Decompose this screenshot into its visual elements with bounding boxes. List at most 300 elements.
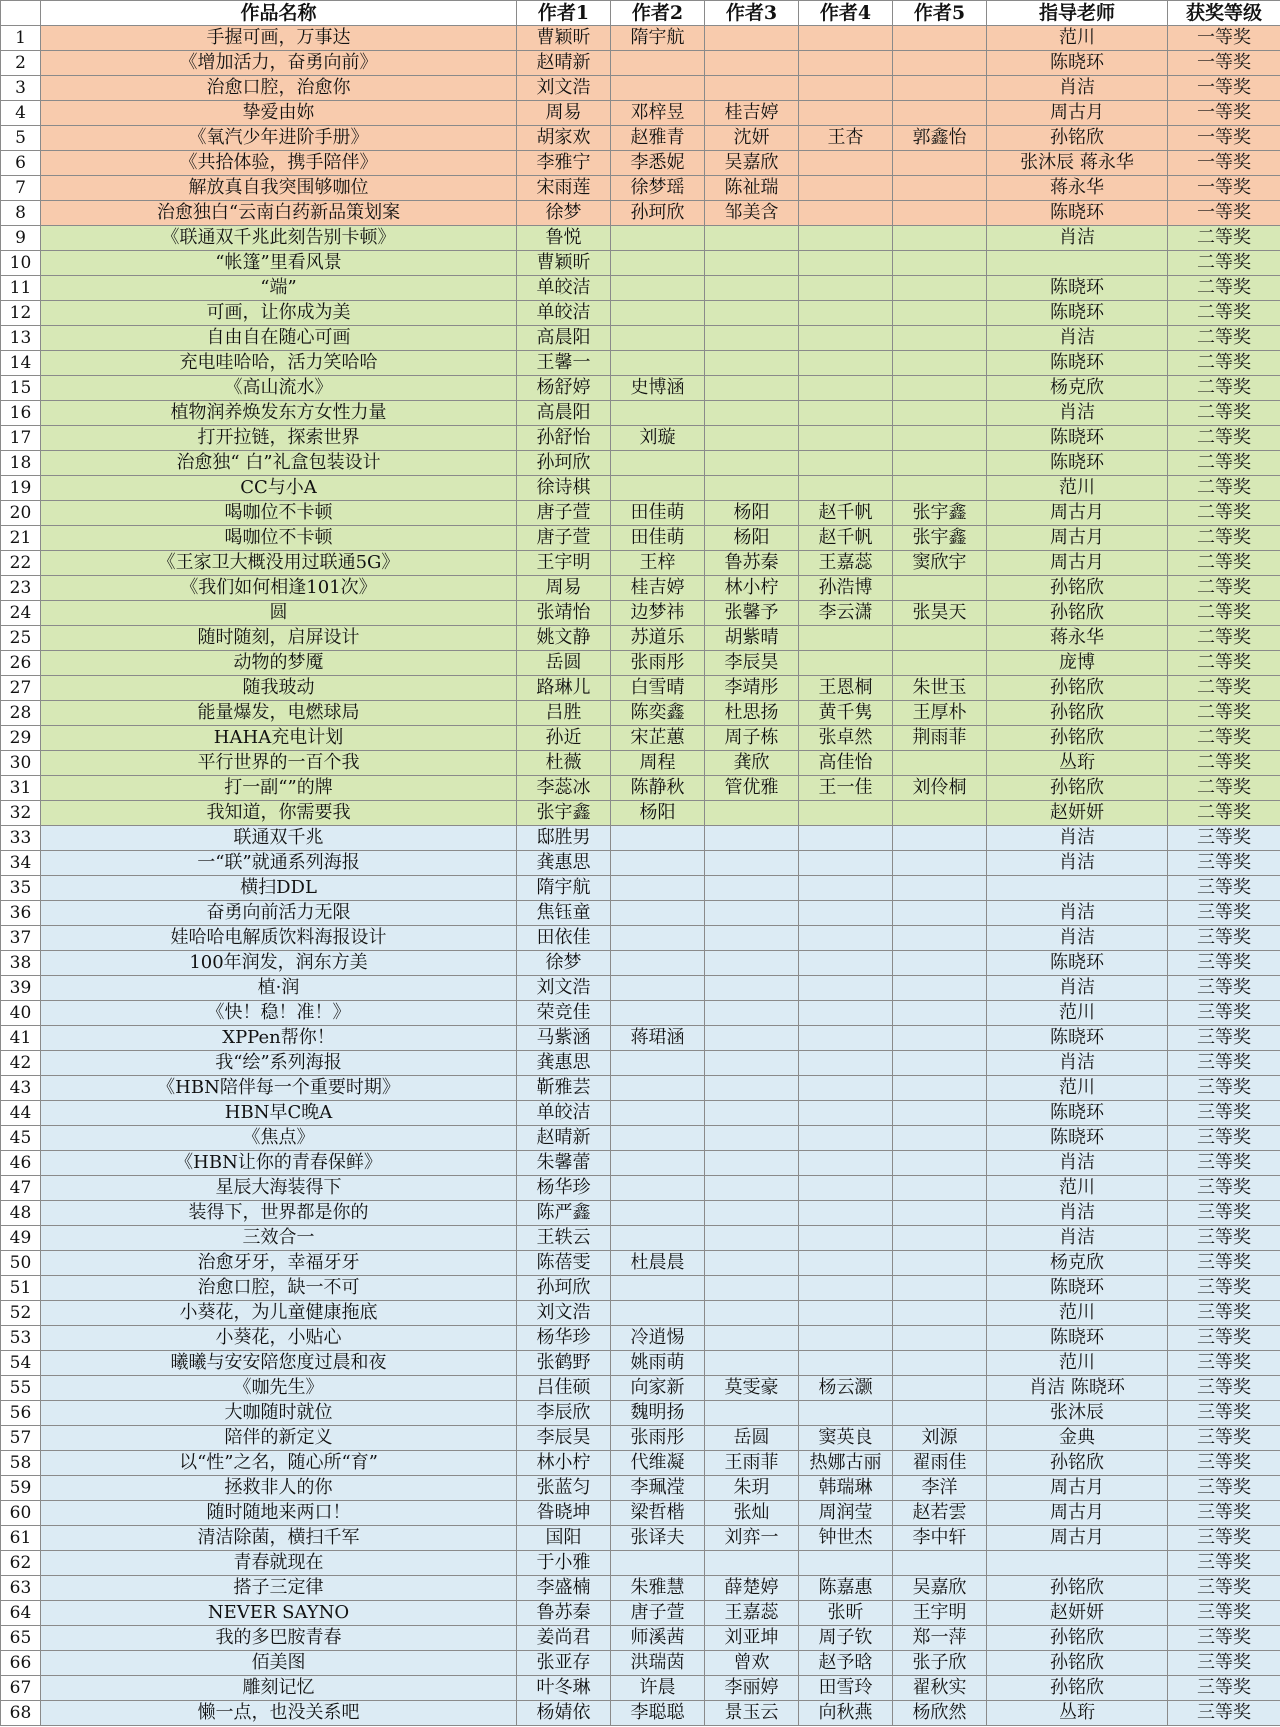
award-cell[interactable]: 三等奖 <box>1168 1151 1280 1176</box>
author4-cell[interactable]: 赵予晗 <box>799 1651 893 1676</box>
author4-cell[interactable] <box>799 1026 893 1051</box>
author1-cell[interactable]: 于小雅 <box>517 1551 611 1576</box>
author4-cell[interactable] <box>799 1351 893 1376</box>
teacher-cell[interactable]: 周古月 <box>987 1526 1168 1551</box>
award-cell[interactable]: 三等奖 <box>1168 1526 1280 1551</box>
author1-cell[interactable]: 王轶云 <box>517 1226 611 1251</box>
author4-cell[interactable] <box>799 1126 893 1151</box>
author5-cell[interactable] <box>893 76 987 101</box>
author3-cell[interactable] <box>705 1276 799 1301</box>
teacher-cell[interactable]: 陈晓环 <box>987 1126 1168 1151</box>
teacher-cell[interactable]: 金典 <box>987 1426 1168 1451</box>
author1-cell[interactable]: 徐诗棋 <box>517 476 611 501</box>
title-cell[interactable]: 植·润 <box>41 976 517 1001</box>
author1-cell[interactable]: 昝晓坤 <box>517 1501 611 1526</box>
author4-cell[interactable] <box>799 1276 893 1301</box>
author2-cell[interactable]: 苏道乐 <box>611 626 705 651</box>
author4-cell[interactable]: 向秋燕 <box>799 1701 893 1726</box>
title-cell[interactable]: 100年润发，润东方美 <box>41 951 517 976</box>
row-number-cell[interactable]: 65 <box>1 1626 41 1651</box>
author5-cell[interactable]: 郭鑫怡 <box>893 126 987 151</box>
author1-cell[interactable]: 高晨阳 <box>517 326 611 351</box>
author3-cell[interactable]: 桂吉婷 <box>705 101 799 126</box>
award-cell[interactable]: 三等奖 <box>1168 851 1280 876</box>
author1-cell[interactable]: 焦钰童 <box>517 901 611 926</box>
author2-cell[interactable] <box>611 901 705 926</box>
author4-cell[interactable] <box>799 301 893 326</box>
teacher-cell[interactable]: 陈晓环 <box>987 1101 1168 1126</box>
title-cell[interactable]: 治愈口腔，治愈你 <box>41 76 517 101</box>
author1-cell[interactable]: 李盛楠 <box>517 1576 611 1601</box>
author1-cell[interactable]: 陈严鑫 <box>517 1201 611 1226</box>
teacher-cell[interactable]: 孙铭欣 <box>987 676 1168 701</box>
author5-cell[interactable] <box>893 451 987 476</box>
author3-cell[interactable] <box>705 1076 799 1101</box>
author2-cell[interactable]: 邓梓昱 <box>611 101 705 126</box>
teacher-cell[interactable]: 庞博 <box>987 651 1168 676</box>
title-cell[interactable]: 《高山流水》 <box>41 376 517 401</box>
row-number-cell[interactable]: 3 <box>1 76 41 101</box>
title-cell[interactable]: 《咖先生》 <box>41 1376 517 1401</box>
teacher-cell[interactable]: 肖洁 <box>987 76 1168 101</box>
author3-cell[interactable] <box>705 1126 799 1151</box>
teacher-cell[interactable]: 孙铭欣 <box>987 1651 1168 1676</box>
title-cell[interactable]: 随我玻动 <box>41 676 517 701</box>
author5-cell[interactable] <box>893 851 987 876</box>
title-cell[interactable]: 动物的梦魇 <box>41 651 517 676</box>
author5-cell[interactable] <box>893 626 987 651</box>
author4-cell[interactable]: 王一佳 <box>799 776 893 801</box>
author2-cell[interactable] <box>611 351 705 376</box>
row-number-cell[interactable]: 17 <box>1 426 41 451</box>
row-number-cell[interactable]: 24 <box>1 601 41 626</box>
author1-cell[interactable]: 鲁苏秦 <box>517 1601 611 1626</box>
title-cell[interactable]: 横扫DDL <box>41 876 517 901</box>
author5-cell[interactable]: 赵若雲 <box>893 1501 987 1526</box>
author4-cell[interactable]: 王恩桐 <box>799 676 893 701</box>
row-number-cell[interactable]: 49 <box>1 1226 41 1251</box>
author3-cell[interactable]: 李辰昊 <box>705 651 799 676</box>
author2-cell[interactable]: 姚雨萌 <box>611 1351 705 1376</box>
author1-cell[interactable]: 杜薇 <box>517 751 611 776</box>
author3-cell[interactable] <box>705 251 799 276</box>
author1-cell[interactable]: 王馨一 <box>517 351 611 376</box>
award-cell[interactable]: 三等奖 <box>1168 1126 1280 1151</box>
author2-cell[interactable]: 孙珂欣 <box>611 201 705 226</box>
author3-cell[interactable]: 杨阳 <box>705 526 799 551</box>
author5-cell[interactable]: 吴嘉欣 <box>893 1576 987 1601</box>
row-number-cell[interactable]: 21 <box>1 526 41 551</box>
teacher-cell[interactable]: 周古月 <box>987 1476 1168 1501</box>
author1-cell[interactable]: 赵晴新 <box>517 51 611 76</box>
row-number-cell[interactable]: 47 <box>1 1176 41 1201</box>
author4-cell[interactable] <box>799 926 893 951</box>
author3-cell[interactable] <box>705 801 799 826</box>
author2-cell[interactable] <box>611 1076 705 1101</box>
award-cell[interactable]: 一等奖 <box>1168 51 1280 76</box>
author2-cell[interactable]: 李聪聪 <box>611 1701 705 1726</box>
teacher-cell[interactable]: 陈晓环 <box>987 201 1168 226</box>
row-number-cell[interactable]: 32 <box>1 801 41 826</box>
author5-cell[interactable] <box>893 1226 987 1251</box>
title-cell[interactable]: 喝咖位不卡顿 <box>41 501 517 526</box>
author5-cell[interactable]: 李中轩 <box>893 1526 987 1551</box>
author3-cell[interactable] <box>705 1201 799 1226</box>
author3-cell[interactable] <box>705 1026 799 1051</box>
title-cell[interactable]: 陪伴的新定义 <box>41 1426 517 1451</box>
author5-cell[interactable] <box>893 1101 987 1126</box>
author4-cell[interactable] <box>799 451 893 476</box>
author4-cell[interactable]: 赵千帆 <box>799 501 893 526</box>
author2-cell[interactable]: 许晨 <box>611 1676 705 1701</box>
author5-cell[interactable] <box>893 1326 987 1351</box>
teacher-cell[interactable]: 肖洁 <box>987 826 1168 851</box>
title-cell[interactable]: 治愈牙牙，幸福牙牙 <box>41 1251 517 1276</box>
title-cell[interactable]: 装得下，世界都是你的 <box>41 1201 517 1226</box>
author3-cell[interactable] <box>705 1051 799 1076</box>
author1-cell[interactable]: 徐梦 <box>517 951 611 976</box>
author2-cell[interactable]: 朱雅慧 <box>611 1576 705 1601</box>
award-cell[interactable]: 三等奖 <box>1168 1001 1280 1026</box>
author2-cell[interactable]: 陈静秋 <box>611 776 705 801</box>
author5-cell[interactable] <box>893 51 987 76</box>
title-cell[interactable]: 打一副“”的牌 <box>41 776 517 801</box>
author4-cell[interactable] <box>799 1176 893 1201</box>
author1-cell[interactable]: 龚惠思 <box>517 1051 611 1076</box>
title-cell[interactable]: 青春就现在 <box>41 1551 517 1576</box>
author1-cell[interactable]: 孙珂欣 <box>517 451 611 476</box>
author3-cell[interactable]: 朱玥 <box>705 1476 799 1501</box>
row-number-cell[interactable]: 53 <box>1 1326 41 1351</box>
teacher-cell[interactable]: 肖洁 <box>987 401 1168 426</box>
teacher-cell[interactable]: 丛珩 <box>987 751 1168 776</box>
author2-cell[interactable]: 史博涵 <box>611 376 705 401</box>
author5-cell[interactable] <box>893 351 987 376</box>
row-number-cell[interactable]: 7 <box>1 176 41 201</box>
title-cell[interactable]: 懒一点，也没关系吧 <box>41 1701 517 1726</box>
author5-cell[interactable] <box>893 901 987 926</box>
author3-cell[interactable] <box>705 851 799 876</box>
award-cell[interactable]: 三等奖 <box>1168 1451 1280 1476</box>
author3-cell[interactable]: 邹美含 <box>705 201 799 226</box>
author5-cell[interactable] <box>893 1551 987 1576</box>
author2-cell[interactable]: 边梦祎 <box>611 601 705 626</box>
author5-cell[interactable] <box>893 1376 987 1401</box>
teacher-cell[interactable]: 孙铭欣 <box>987 126 1168 151</box>
author4-cell[interactable] <box>799 876 893 901</box>
row-number-cell[interactable]: 35 <box>1 876 41 901</box>
author1-cell[interactable]: 单皎洁 <box>517 1101 611 1126</box>
author2-cell[interactable] <box>611 301 705 326</box>
author3-cell[interactable] <box>705 1001 799 1026</box>
award-cell[interactable]: 三等奖 <box>1168 1276 1280 1301</box>
title-cell[interactable]: 我知道，你需要我 <box>41 801 517 826</box>
row-number-cell[interactable]: 57 <box>1 1426 41 1451</box>
author5-cell[interactable] <box>893 376 987 401</box>
teacher-cell[interactable]: 周古月 <box>987 551 1168 576</box>
award-cell[interactable]: 三等奖 <box>1168 1351 1280 1376</box>
author4-cell[interactable] <box>799 376 893 401</box>
row-number-cell[interactable]: 58 <box>1 1451 41 1476</box>
author3-cell[interactable]: 吴嘉欣 <box>705 151 799 176</box>
teacher-cell[interactable]: 孙铭欣 <box>987 1676 1168 1701</box>
award-cell[interactable]: 二等奖 <box>1168 476 1280 501</box>
author2-cell[interactable] <box>611 1126 705 1151</box>
author1-cell[interactable]: 叶冬琳 <box>517 1676 611 1701</box>
author2-cell[interactable] <box>611 1051 705 1076</box>
teacher-cell[interactable]: 肖洁 <box>987 851 1168 876</box>
row-number-cell[interactable]: 15 <box>1 376 41 401</box>
teacher-cell[interactable]: 周古月 <box>987 1501 1168 1526</box>
author2-cell[interactable]: 张雨彤 <box>611 1426 705 1451</box>
author3-cell[interactable] <box>705 226 799 251</box>
title-cell[interactable]: 治愈口腔，缺一不可 <box>41 1276 517 1301</box>
teacher-cell[interactable]: 赵妍妍 <box>987 801 1168 826</box>
author2-cell[interactable] <box>611 1276 705 1301</box>
author1-cell[interactable]: 林小柠 <box>517 1451 611 1476</box>
author5-cell[interactable] <box>893 101 987 126</box>
author3-cell[interactable]: 曾欢 <box>705 1651 799 1676</box>
row-number-cell[interactable]: 4 <box>1 101 41 126</box>
row-number-cell[interactable]: 31 <box>1 776 41 801</box>
award-cell[interactable]: 三等奖 <box>1168 1701 1280 1726</box>
teacher-cell[interactable]: 周古月 <box>987 101 1168 126</box>
author5-cell[interactable] <box>893 576 987 601</box>
award-cell[interactable]: 一等奖 <box>1168 151 1280 176</box>
author4-cell[interactable]: 周子钦 <box>799 1626 893 1651</box>
row-number-cell[interactable]: 61 <box>1 1526 41 1551</box>
author2-cell[interactable] <box>611 1226 705 1251</box>
author1-cell[interactable]: 国阳 <box>517 1526 611 1551</box>
row-number-cell[interactable]: 62 <box>1 1551 41 1576</box>
author3-cell[interactable]: 鲁苏秦 <box>705 551 799 576</box>
row-number-cell[interactable]: 2 <box>1 51 41 76</box>
author2-cell[interactable] <box>611 401 705 426</box>
teacher-cell[interactable]: 蒋永华 <box>987 176 1168 201</box>
author3-cell[interactable] <box>705 926 799 951</box>
author2-cell[interactable]: 张雨彤 <box>611 651 705 676</box>
row-number-cell[interactable]: 11 <box>1 276 41 301</box>
header-author5[interactable]: 作者5 <box>893 1 987 26</box>
title-cell[interactable]: 可画，让你成为美 <box>41 301 517 326</box>
author1-cell[interactable]: 周易 <box>517 576 611 601</box>
author3-cell[interactable] <box>705 1551 799 1576</box>
author1-cell[interactable]: 李蕊冰 <box>517 776 611 801</box>
award-cell[interactable]: 三等奖 <box>1168 1676 1280 1701</box>
author2-cell[interactable]: 师溪茜 <box>611 1626 705 1651</box>
author3-cell[interactable] <box>705 1301 799 1326</box>
author5-cell[interactable]: 张昊天 <box>893 601 987 626</box>
author1-cell[interactable]: 李辰欣 <box>517 1401 611 1426</box>
teacher-cell[interactable]: 张沐辰 <box>987 1401 1168 1426</box>
author3-cell[interactable] <box>705 51 799 76</box>
author2-cell[interactable] <box>611 76 705 101</box>
header-author4[interactable]: 作者4 <box>799 1 893 26</box>
author3-cell[interactable] <box>705 426 799 451</box>
award-cell[interactable]: 二等奖 <box>1168 326 1280 351</box>
author1-cell[interactable]: 鲁悦 <box>517 226 611 251</box>
row-number-cell[interactable]: 54 <box>1 1351 41 1376</box>
author3-cell[interactable]: 李丽婷 <box>705 1676 799 1701</box>
author2-cell[interactable] <box>611 1001 705 1026</box>
author4-cell[interactable]: 李云潇 <box>799 601 893 626</box>
teacher-cell[interactable]: 孙铭欣 <box>987 776 1168 801</box>
teacher-cell[interactable]: 孙铭欣 <box>987 726 1168 751</box>
author1-cell[interactable]: 朱馨蕾 <box>517 1151 611 1176</box>
title-cell[interactable]: 随时随刻，启屏设计 <box>41 626 517 651</box>
author5-cell[interactable] <box>893 826 987 851</box>
row-number-cell[interactable]: 42 <box>1 1051 41 1076</box>
author1-cell[interactable]: 孙舒怡 <box>517 426 611 451</box>
author1-cell[interactable]: 吕佳硕 <box>517 1376 611 1401</box>
author5-cell[interactable] <box>893 801 987 826</box>
author1-cell[interactable]: 单皎洁 <box>517 276 611 301</box>
author2-cell[interactable] <box>611 276 705 301</box>
award-cell[interactable]: 二等奖 <box>1168 501 1280 526</box>
teacher-cell[interactable]: 张沐辰 蒋永华 <box>987 151 1168 176</box>
title-cell[interactable]: 星辰大海装得下 <box>41 1176 517 1201</box>
author4-cell[interactable] <box>799 1001 893 1026</box>
author2-cell[interactable] <box>611 926 705 951</box>
title-cell[interactable]: 治愈独白“云南白药新品策划案 <box>41 201 517 226</box>
author3-cell[interactable] <box>705 301 799 326</box>
author4-cell[interactable]: 赵千帆 <box>799 526 893 551</box>
author4-cell[interactable] <box>799 801 893 826</box>
row-number-cell[interactable]: 40 <box>1 1001 41 1026</box>
title-cell[interactable]: 《快！稳！准！》 <box>41 1001 517 1026</box>
author4-cell[interactable] <box>799 326 893 351</box>
award-cell[interactable]: 二等奖 <box>1168 651 1280 676</box>
author5-cell[interactable] <box>893 1026 987 1051</box>
author3-cell[interactable] <box>705 26 799 51</box>
author4-cell[interactable]: 张昕 <box>799 1601 893 1626</box>
row-number-cell[interactable]: 20 <box>1 501 41 526</box>
author2-cell[interactable]: 宋芷蕙 <box>611 726 705 751</box>
title-cell[interactable]: 能量爆发，电燃球局 <box>41 701 517 726</box>
title-cell[interactable]: 喝咖位不卡顿 <box>41 526 517 551</box>
award-cell[interactable]: 一等奖 <box>1168 101 1280 126</box>
author2-cell[interactable] <box>611 851 705 876</box>
title-cell[interactable]: 解放真自我突围够咖位 <box>41 176 517 201</box>
author2-cell[interactable]: 杜晨晨 <box>611 1251 705 1276</box>
author5-cell[interactable]: 刘伶桐 <box>893 776 987 801</box>
title-cell[interactable]: 拯救非人的你 <box>41 1476 517 1501</box>
award-cell[interactable]: 二等奖 <box>1168 226 1280 251</box>
author2-cell[interactable]: 徐梦瑶 <box>611 176 705 201</box>
author3-cell[interactable]: 周子栋 <box>705 726 799 751</box>
author4-cell[interactable]: 王杏 <box>799 126 893 151</box>
author4-cell[interactable] <box>799 1101 893 1126</box>
title-cell[interactable]: 治愈独“ 白”礼盒包装设计 <box>41 451 517 476</box>
header-title[interactable]: 作品名称 <box>41 1 517 26</box>
row-number-cell[interactable]: 44 <box>1 1101 41 1126</box>
author1-cell[interactable]: 孙珂欣 <box>517 1276 611 1301</box>
row-number-cell[interactable]: 5 <box>1 126 41 151</box>
award-cell[interactable]: 三等奖 <box>1168 1101 1280 1126</box>
author5-cell[interactable] <box>893 151 987 176</box>
row-number-cell[interactable]: 9 <box>1 226 41 251</box>
row-number-cell[interactable]: 28 <box>1 701 41 726</box>
author5-cell[interactable]: 张子欣 <box>893 1651 987 1676</box>
author1-cell[interactable]: 岳圆 <box>517 651 611 676</box>
author1-cell[interactable]: 宋雨莲 <box>517 176 611 201</box>
author3-cell[interactable] <box>705 1351 799 1376</box>
award-cell[interactable]: 二等奖 <box>1168 626 1280 651</box>
award-cell[interactable]: 一等奖 <box>1168 126 1280 151</box>
author4-cell[interactable] <box>799 351 893 376</box>
author3-cell[interactable] <box>705 376 799 401</box>
author5-cell[interactable] <box>893 1351 987 1376</box>
author5-cell[interactable] <box>893 1151 987 1176</box>
row-number-cell[interactable]: 41 <box>1 1026 41 1051</box>
author4-cell[interactable] <box>799 76 893 101</box>
title-cell[interactable]: 清洁除菌，横扫千军 <box>41 1526 517 1551</box>
award-cell[interactable]: 二等奖 <box>1168 301 1280 326</box>
title-cell[interactable]: HBN早C晚A <box>41 1101 517 1126</box>
author4-cell[interactable] <box>799 1201 893 1226</box>
author5-cell[interactable] <box>893 951 987 976</box>
author5-cell[interactable] <box>893 1076 987 1101</box>
author3-cell[interactable]: 王雨菲 <box>705 1451 799 1476</box>
row-number-cell[interactable]: 51 <box>1 1276 41 1301</box>
title-cell[interactable]: 手握可画，万事达 <box>41 26 517 51</box>
author2-cell[interactable]: 田佳萌 <box>611 526 705 551</box>
teacher-cell[interactable]: 陈晓环 <box>987 426 1168 451</box>
author4-cell[interactable] <box>799 276 893 301</box>
award-cell[interactable]: 三等奖 <box>1168 1326 1280 1351</box>
title-cell[interactable]: 搭子三定律 <box>41 1576 517 1601</box>
author1-cell[interactable]: 唐子萱 <box>517 501 611 526</box>
author4-cell[interactable]: 王嘉蕊 <box>799 551 893 576</box>
author1-cell[interactable]: 曹颖昕 <box>517 251 611 276</box>
teacher-cell[interactable]: 肖洁 <box>987 1151 1168 1176</box>
award-cell[interactable]: 三等奖 <box>1168 901 1280 926</box>
award-cell[interactable]: 二等奖 <box>1168 451 1280 476</box>
author3-cell[interactable]: 杨阳 <box>705 501 799 526</box>
row-number-cell[interactable]: 68 <box>1 1701 41 1726</box>
author3-cell[interactable]: 张灿 <box>705 1501 799 1526</box>
teacher-cell[interactable]: 丛珩 <box>987 1701 1168 1726</box>
author4-cell[interactable] <box>799 1051 893 1076</box>
author5-cell[interactable]: 朱世玉 <box>893 676 987 701</box>
author3-cell[interactable] <box>705 351 799 376</box>
author4-cell[interactable] <box>799 901 893 926</box>
author4-cell[interactable] <box>799 1151 893 1176</box>
author2-cell[interactable]: 刘璇 <box>611 426 705 451</box>
teacher-cell[interactable] <box>987 876 1168 901</box>
author5-cell[interactable]: 王厚朴 <box>893 701 987 726</box>
author1-cell[interactable]: 单皎洁 <box>517 301 611 326</box>
teacher-cell[interactable]: 范川 <box>987 1076 1168 1101</box>
author1-cell[interactable]: 马紫涵 <box>517 1026 611 1051</box>
row-number-cell[interactable]: 18 <box>1 451 41 476</box>
author1-cell[interactable]: 胡家欢 <box>517 126 611 151</box>
author5-cell[interactable] <box>893 751 987 776</box>
row-number-cell[interactable]: 63 <box>1 1576 41 1601</box>
title-cell[interactable]: 我“绘”系列海报 <box>41 1051 517 1076</box>
row-number-cell[interactable]: 23 <box>1 576 41 601</box>
author2-cell[interactable]: 魏明扬 <box>611 1401 705 1426</box>
author3-cell[interactable] <box>705 826 799 851</box>
author3-cell[interactable] <box>705 1226 799 1251</box>
author4-cell[interactable] <box>799 101 893 126</box>
author5-cell[interactable]: 翟秋实 <box>893 1676 987 1701</box>
author5-cell[interactable] <box>893 1126 987 1151</box>
title-cell[interactable]: HAHA充电计划 <box>41 726 517 751</box>
author2-cell[interactable] <box>611 1151 705 1176</box>
title-cell[interactable]: 随时随地来两口！ <box>41 1501 517 1526</box>
row-number-cell[interactable]: 16 <box>1 401 41 426</box>
